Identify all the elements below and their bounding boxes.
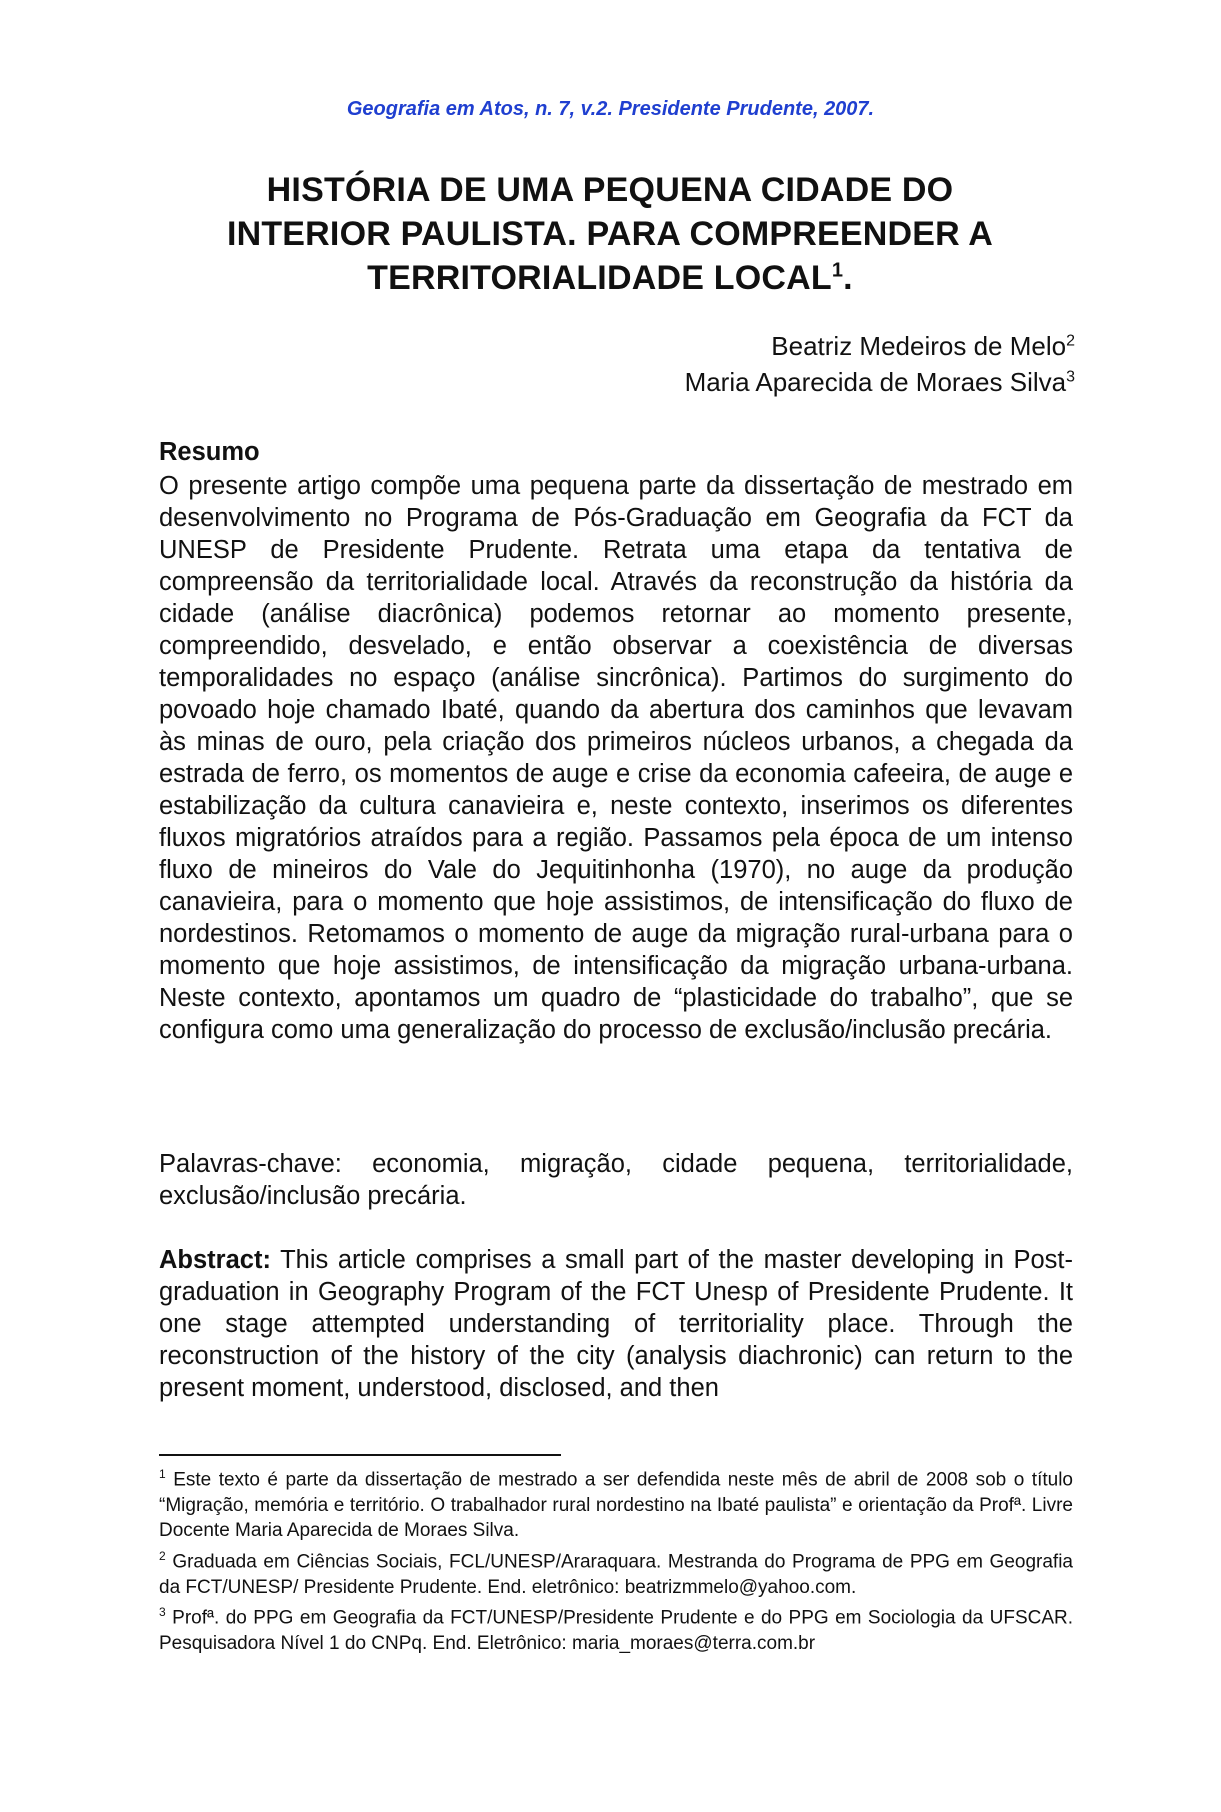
author-list: [375, 328, 1075, 400]
author-1-name: Beatriz Medeiros de Melo: [771, 331, 1067, 361]
title-line-3: [140, 256, 1080, 300]
footnote-1-text: Este texto é parte da dissertação de mestrado a ser defendida neste mês de abril de 2008 sob o título “Migração, memória e território. O trabalhador rural nordestino na Ibaté paulista” e orientação da Profª. Livre Docente Maria Aparecida de Moraes Silva.: [159, 1469, 1073, 1542]
journal-citation: Geografia em Atos, n. 7, v.2. Presidente Prudente, 2007.: [346, 98, 875, 120]
title-line-3-text: TERRITORIALIDADE LOCAL: [367, 259, 832, 297]
title-footnote-marker[interactable]: 1: [831, 259, 844, 282]
footnote-2-marker: 2: [159, 1548, 166, 1563]
footnote-divider: [159, 1454, 561, 1456]
author-1-footnote-marker[interactable]: 2: [1066, 332, 1075, 350]
abstract-heading: Abstract:: [159, 1246, 271, 1274]
title-line-1: HISTÓRIA DE UMA PEQUENA CIDADE DO: [266, 171, 954, 209]
abstract-paragraph: [159, 1244, 1073, 1404]
footnote-2-text: Graduada em Ciências Sociais, FCL/UNESP/Araraquara. Mestranda do Programa de PPG em Geografia da FCT/UNESP/ Presidente Prudente. End. eletrônico: beatrizmmelo@yahoo.com.: [159, 1551, 1074, 1598]
author-2-footnote-marker[interactable]: 3: [1066, 368, 1075, 386]
title-line-2: INTERIOR PAULISTA. PARA COMPREENDER A: [226, 215, 994, 253]
author-2-name: Maria Aparecida de Moraes Silva: [684, 367, 1067, 397]
resumo-paragraph: O presente artigo compõe uma pequena parte da dissertação de mestrado em desenvolvimento no Programa de Pós-Graduação em Geografia da FCT da UNESP de Presidente Prudente. Retrata uma etapa da tentativa de compreensão da territorialidade local. Através da reconstrução da história da cidade (análise diacrônica) podemos retornar ao momento presente, compreendido, desvelado, e então observar a coexistência de diversas temporalidades no espaço (análise sincrônica). Partimos do surgimento do povoado hoje chamado Ibaté, quando da abertura dos caminhos que levavam às minas de ouro, pela criação dos primeiros núcleos urbanos, a chegada da estrada de ferro, os momentos de auge e crise da economia cafeeira, de auge e estabilização da cultura canavieira e, neste contexto, inserimos os diferentes fluxos migratórios atraídos para a região. Passamos pela época de um intenso fluxo de mineiros do Vale do Jequitinhonha (1970), no auge da produção canavieira, para o momento que hoje assistimos, de intensificação do fluxo de nordestinos. Retomamos o momento de auge da migração rural-urbana para o momento que hoje assistimos, de intensificação da migração urbana-urbana. Neste contexto, apontamos um quadro de “plasticidade do trabalho”, que se configura como uma generalização do processo de exclusão/inclusão precária.: [159, 472, 1073, 1044]
footnote-1-marker: 1: [159, 1467, 166, 1481]
abstract-text: This article comprises a small part of the master developing in Post-graduation in Geography Program of the FCT Unesp of Presidente Prudente. It one stage attempted understanding of territoriality place. Through the reconstruction of the history of the city (analysis diachronic) can return to the present moment, understood, disclosed, and then: [159, 1246, 1073, 1402]
keywords-paragraph: Palavras-chave: economia, migração, cidade pequena, territorialidade, exclusão/inclusão precária.: [159, 1150, 1073, 1210]
title-period: .: [843, 259, 853, 297]
footnotes: [159, 1462, 1073, 1656]
footnote-3-marker: 3: [159, 1605, 166, 1620]
footnote-1: [159, 1462, 1073, 1544]
article-title: [140, 168, 1080, 300]
footnote-3-text: Profª. do PPG em Geografia da FCT/UNESP/Presidente Prudente e do PPG em Sociologia da UFSCAR. Pesquisadora Nível 1 do CNPq. End. Eletrônico: maria_moraes@terra.com.br: [159, 1607, 1074, 1654]
author-1: [375, 328, 1075, 364]
footnote-3: [159, 1600, 1073, 1656]
footnote-2: [159, 1544, 1073, 1600]
author-2: [375, 364, 1075, 400]
resumo-heading: Resumo: [159, 438, 260, 466]
